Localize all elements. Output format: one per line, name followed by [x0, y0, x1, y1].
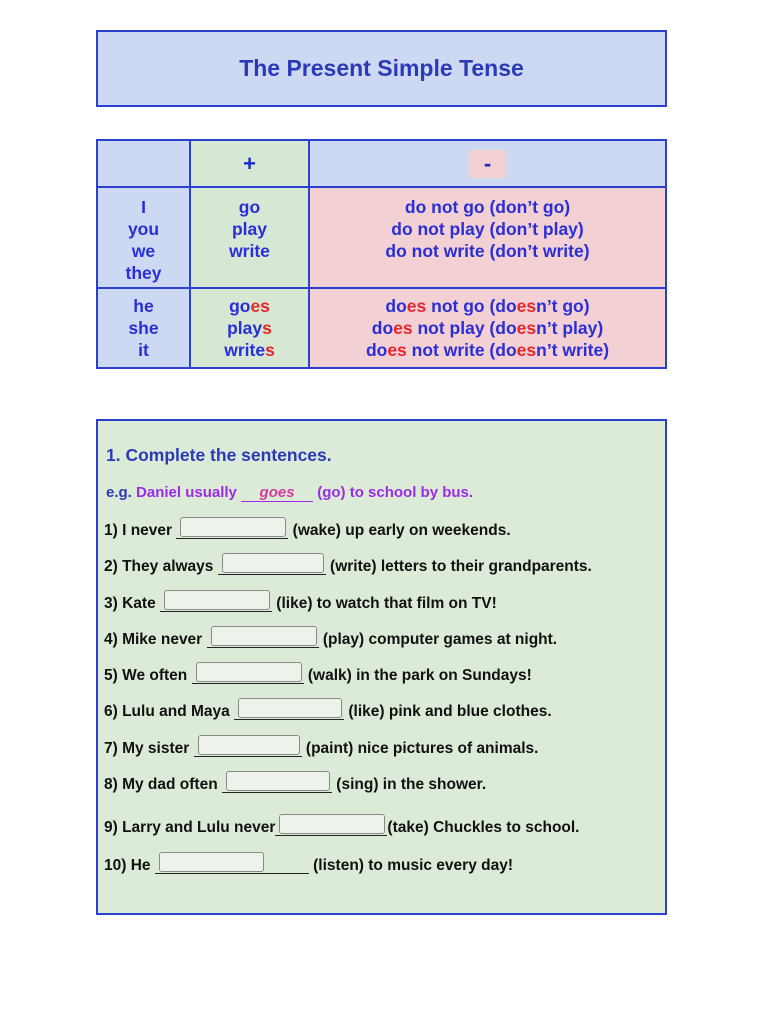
answer-blank[interactable] [222, 771, 332, 793]
sentence-end: (write) letters to their grandparents. [325, 558, 592, 575]
answer-input[interactable] [159, 852, 264, 872]
answer-blank[interactable] [207, 626, 319, 648]
text-part: do [371, 318, 394, 338]
table-header-row [97, 140, 666, 187]
pronoun: she [128, 318, 159, 338]
exercise-sentence [104, 553, 592, 576]
answer-input[interactable] [164, 590, 270, 610]
sentence-start: 8) My dad often [104, 776, 222, 793]
exercise-sentence [104, 626, 557, 649]
pronoun: you [127, 219, 160, 239]
pronoun: we [131, 241, 156, 261]
example-answer: goes [241, 484, 313, 502]
minus-form-cell [309, 187, 666, 288]
exercise-sentence [104, 698, 552, 721]
text-part: not play (do [412, 318, 517, 338]
negative-form: do not go (don’t go) [404, 197, 571, 217]
sentence-end: (play) computer games at night. [318, 631, 558, 648]
sentence-end: (take) Chuckles to school. [387, 819, 580, 836]
verb-ending: es [393, 318, 413, 338]
negative-form [310, 295, 665, 317]
verb-ending: s [265, 340, 275, 360]
text-part: not write (do [406, 340, 517, 360]
verb-form: play [231, 219, 268, 239]
example-after: (go) to school by bus. [313, 484, 474, 501]
verb-ending: es [516, 340, 537, 360]
minus-form-cell [309, 288, 666, 368]
exercise-sentence [104, 662, 532, 685]
verb-ending: s [262, 318, 272, 338]
table-row [97, 187, 666, 288]
verb-ending: es [406, 296, 427, 316]
sentence-end: (walk) in the park on Sundays! [303, 667, 532, 684]
example-before: Daniel usually [136, 484, 242, 501]
pronoun: they [125, 263, 162, 283]
sentence-start: 10) He [104, 857, 155, 874]
sentence-start: 9) Larry and Lulu never [104, 819, 276, 836]
answer-input[interactable] [196, 662, 302, 682]
exercise-sentence [104, 771, 486, 794]
sentence-end: (paint) nice pictures of animals. [301, 740, 539, 757]
answer-blank[interactable] [194, 735, 302, 757]
negative-form [310, 317, 665, 339]
minus-sign: - [470, 150, 505, 178]
verb-stem: go [229, 296, 251, 316]
sentence-start: 2) They always [104, 558, 218, 575]
verb-form: write [229, 241, 270, 261]
sentence-start: 4) Mike never [104, 631, 207, 648]
sentence-start: 5) We often [104, 667, 192, 684]
exercise-heading: 1. Complete the sentences. [106, 445, 332, 465]
plus-form-cell [190, 288, 309, 368]
answer-blank[interactable] [155, 852, 309, 874]
answer-input[interactable] [238, 698, 342, 718]
verb-form [191, 317, 308, 339]
answer-input[interactable] [222, 553, 324, 573]
answer-blank[interactable] [218, 553, 326, 575]
answer-input[interactable] [198, 735, 300, 755]
pronoun: I [141, 197, 146, 217]
sentence-start: 6) Lulu and Maya [104, 703, 235, 720]
negative-form: do not play (don’t play) [391, 219, 584, 239]
example-sentence [106, 484, 473, 502]
text-part: n’t go) [536, 296, 590, 316]
plus-form-cell [190, 187, 309, 288]
sentence-start: 1) I never [104, 522, 177, 539]
header-pronoun-cell [97, 140, 190, 187]
verb-ending: es [516, 318, 537, 338]
text-part: do [365, 340, 388, 360]
verb-form: go [238, 197, 261, 217]
pronoun: he [133, 296, 154, 316]
sentence-start: 7) My sister [104, 740, 194, 757]
sentence-end: (wake) up early on weekends. [288, 522, 511, 539]
text-part: do [385, 296, 407, 316]
negative-form [310, 339, 665, 361]
answer-input[interactable] [180, 517, 286, 537]
answer-blank[interactable] [234, 698, 344, 720]
sentence-end: (sing) in the shower. [331, 776, 487, 793]
answer-input[interactable] [226, 771, 330, 791]
conjugation-table [96, 139, 667, 369]
verb-form [191, 295, 308, 317]
answer-input[interactable] [279, 814, 385, 834]
answer-blank[interactable] [275, 814, 387, 836]
exercise-sentence [104, 517, 511, 540]
pronoun-cell [97, 187, 190, 288]
exercise-sentence [104, 814, 580, 837]
table-row [97, 288, 666, 368]
answer-blank[interactable] [176, 517, 288, 539]
exercise-sentence [104, 590, 497, 613]
verb-ending: es [250, 296, 270, 316]
header-minus-cell [309, 140, 666, 187]
sentence-end: (like) pink and blue clothes. [344, 703, 552, 720]
exercise-sentence [104, 852, 513, 875]
pronoun: it [138, 340, 149, 360]
verb-ending: es [516, 296, 537, 316]
verb-stem: play [227, 318, 263, 338]
answer-input[interactable] [211, 626, 317, 646]
answer-blank[interactable] [160, 590, 272, 612]
negative-form: do not write (don’t write) [385, 241, 590, 261]
verb-ending: es [387, 340, 407, 360]
text-part: not go (do [426, 296, 517, 316]
example-prefix: e.g. [106, 484, 132, 501]
exercise-sentence [104, 735, 538, 758]
sentence-end: (listen) to music every day! [308, 857, 513, 874]
plus-sign: + [229, 150, 270, 178]
page-title: The Present Simple Tense [239, 55, 524, 81]
pronoun-cell [97, 288, 190, 368]
title-banner [96, 30, 667, 107]
sentence-end: (like) to watch that film on TV! [272, 595, 497, 612]
verb-stem: write [224, 340, 266, 360]
exercise-panel [96, 419, 667, 915]
answer-blank[interactable] [192, 662, 304, 684]
text-part: n’t play) [536, 318, 604, 338]
header-plus-cell [190, 140, 309, 187]
text-part: n’t write) [536, 340, 610, 360]
sentence-start: 3) Kate [104, 595, 160, 612]
verb-form [191, 339, 308, 361]
